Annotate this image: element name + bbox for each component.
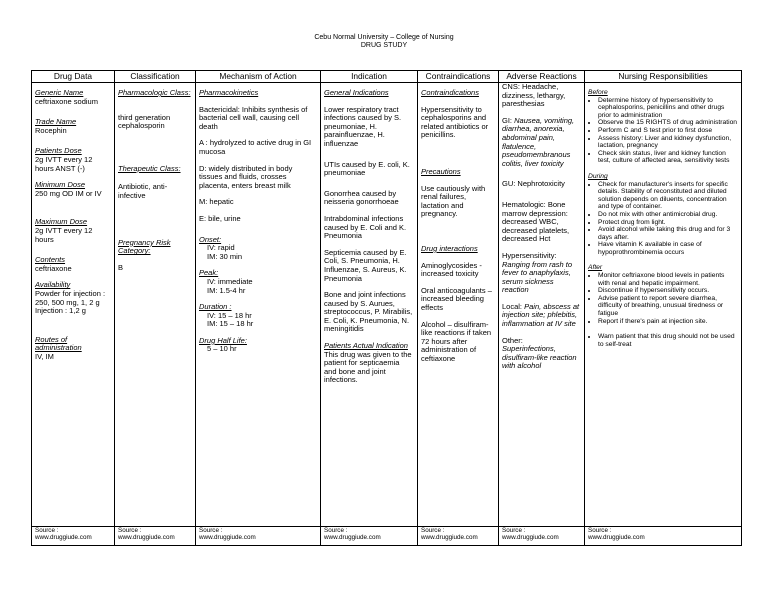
contraindications-label: Contraindications bbox=[421, 88, 479, 97]
excretion-text: E: bile, urine bbox=[199, 213, 241, 223]
contents-label: Contents bbox=[35, 255, 66, 265]
cell-mechanism bbox=[196, 83, 321, 527]
adverse-hypersensitivity-label: Hypersensitivity: bbox=[502, 250, 557, 260]
cell-adverse-reactions bbox=[499, 83, 585, 527]
adverse-cns: CNS: Headache, dizziness, lethargy, paresthesias bbox=[502, 82, 566, 109]
adverse-gi-text: Nausea, vomiting, diarrhea, anorexia, abdominal pain, flatulence, pseudomembranous colitis, liver toxicity bbox=[502, 115, 575, 168]
minimum-dose: 250 mg OD IM or IV bbox=[35, 188, 102, 198]
cell-contraindications bbox=[418, 83, 499, 527]
list-item: • Assess history: Liver and kidney dysfunction, lactation, pregnancy bbox=[598, 135, 738, 150]
generic-name: ceftriaxone sodium bbox=[35, 96, 98, 106]
cell-classification bbox=[115, 83, 196, 527]
col-header-mechanism: Mechanism of Action bbox=[196, 71, 321, 83]
source-url: www.druggiude.com bbox=[118, 534, 175, 541]
source-cell bbox=[321, 527, 418, 546]
list-item: • Observe the 15 RIGHTS of drug administration bbox=[598, 119, 738, 127]
source-url: www.druggiude.com bbox=[199, 534, 256, 541]
source-url: www.druggiude.com bbox=[324, 534, 381, 541]
drug-interactions-label: Drug interactions bbox=[421, 243, 478, 253]
therapeutic-class: Antibiotic, anti-infective bbox=[118, 182, 168, 200]
after-label: After bbox=[588, 264, 603, 272]
contraindications-text: Hypersensitivity to cephalosporins and related antibiotics or penicillins. bbox=[421, 104, 489, 140]
list-item: • Perform C and S test prior to first dose bbox=[598, 127, 738, 135]
indication-uti: UTIs caused by E. coli, K. pneumoniae bbox=[324, 159, 410, 178]
maximum-dose: 2g IVTT every 12 hours bbox=[35, 225, 93, 244]
indication-lrti: Lower respiratory tract infections caused by S. pneumoniae, H. parainfluenzae, H. influenzae bbox=[324, 104, 402, 148]
during-list bbox=[588, 181, 738, 257]
availability-label: Availability bbox=[35, 280, 71, 290]
list-item: • Report if there's pain at injection site. bbox=[598, 318, 738, 326]
interaction-aminoglycosides: Aminoglycosides - increased toxicity bbox=[421, 260, 482, 279]
cell-indication bbox=[321, 83, 418, 527]
source-label: Source : bbox=[199, 527, 223, 534]
distribution-text: D: widely distributed in body tissues and fluids, crosses placenta, enters breast milk bbox=[199, 163, 293, 190]
bactericidal-text: Bactericidal: Inhibits synthesis of bacterial cell wall, causing cell death bbox=[199, 104, 308, 131]
after-list-warning bbox=[588, 333, 738, 348]
generic-name-label: Generic Name bbox=[35, 88, 84, 97]
list-item: • Monitor ceftriaxone blood levels in patients with renal and hepatic impairment. bbox=[598, 272, 738, 287]
absorption-text: A : hydrolyzed to active drug in GI mucosa bbox=[199, 138, 312, 156]
indication-intrabdominal: Intrabdominal infections caused by E. Coli and K. Pneumonia bbox=[324, 213, 407, 241]
list-item: • Warn patient that this drug should not be used to self-treat bbox=[598, 333, 738, 348]
pharmacologic-class: third generation cephalosporin bbox=[118, 112, 171, 131]
cell-nursing bbox=[585, 83, 742, 527]
adverse-gu: GU: Nephrotoxicity bbox=[502, 179, 565, 189]
onset-label: Onset: bbox=[199, 234, 222, 244]
source-label: Source : bbox=[421, 527, 445, 534]
interaction-oral-anticoagulants: Oral anticoagulants – increased bleeding effects bbox=[421, 285, 492, 312]
routes: IV, IM bbox=[35, 351, 54, 361]
col-header-indication: Indication bbox=[321, 71, 418, 83]
precautions-text: Use cautiously with renal failures, lactation and pregnancy. bbox=[421, 183, 486, 219]
source-url: www.druggiude.com bbox=[588, 534, 645, 541]
adverse-hematologic: Hematologic: Bone marrow depression: decreased WBC, decreased platelets, decreased Hct bbox=[502, 199, 570, 244]
pregnancy-category-label: Pregnancy Risk Category: bbox=[118, 237, 171, 256]
list-item: • Advise patient to report severe diarrhea, difficulty of breathing, unusual tiredness or fatigue bbox=[598, 295, 738, 318]
before-list bbox=[588, 97, 738, 165]
source-cell bbox=[585, 527, 742, 546]
drug-study-table bbox=[31, 70, 742, 546]
list-item: • Do not mix with other antimicrobial drug. bbox=[598, 211, 738, 219]
source-label: Source : bbox=[502, 527, 526, 534]
source-label: Source : bbox=[118, 527, 142, 534]
document-header bbox=[0, 34, 768, 50]
adverse-local bbox=[502, 303, 581, 329]
adverse-local-label: Local: bbox=[502, 301, 523, 311]
trade-name: Rocephin bbox=[35, 125, 67, 135]
col-header-classification: Classification bbox=[115, 71, 196, 83]
patients-actual-indication-label: Patients Actual Indication bbox=[324, 341, 408, 351]
after-list bbox=[588, 272, 738, 325]
contents: ceftriaxone bbox=[35, 263, 72, 273]
onset-iv: IV: rapid bbox=[207, 243, 235, 253]
indication-gonorrhea: Gonorrhea caused by neisseria gonorrhoeae bbox=[324, 188, 399, 207]
adverse-hypersensitivity: Ranging from rash to fever to anaphylaxis, serum sickness reaction bbox=[502, 259, 573, 295]
list-item: • Discontinue if hypersensitivity occurs. bbox=[598, 287, 738, 295]
source-cell bbox=[32, 527, 115, 546]
pregnancy-category: B bbox=[118, 262, 124, 272]
list-item: • Have vitamin K available in case of hypoprothrombinemia occurs bbox=[598, 241, 738, 256]
maximum-dose-label: Maximum Dose bbox=[35, 217, 88, 227]
table-body-row bbox=[32, 83, 742, 527]
source-cell bbox=[115, 527, 196, 546]
table-header-row bbox=[32, 71, 742, 83]
pharmacokinetics-label: Pharmacokinetics bbox=[199, 88, 259, 97]
availability: Powder for injection : 250, 500 mg, 1, 2 g bbox=[35, 288, 106, 307]
list-item: • Avoid alcohol while taking this drug and for 3 days after. bbox=[598, 226, 738, 241]
list-item: • Check for manufacturer's inserts for specific details. Stability of reconstituted and diluted solution depends on diluents, concentration and type of container. bbox=[598, 181, 738, 211]
patients-dose: 2g IVTT every 12 hours ANST (-) bbox=[35, 154, 93, 173]
source-url: www.druggiude.com bbox=[502, 534, 559, 541]
half-life-label: Drug Half Life: bbox=[199, 335, 247, 345]
source-cell bbox=[499, 527, 585, 546]
header-title: DRUG STUDY bbox=[360, 42, 408, 49]
cell-drug-data bbox=[32, 83, 115, 527]
adverse-other: Superinfections, disulfiram-like reaction with alcohol bbox=[502, 344, 577, 371]
peak-label: Peak: bbox=[199, 268, 219, 278]
interaction-alcohol: Alcohol – disulfiram-like reactions if taken 72 hours after administration of ceftiaxone bbox=[421, 319, 492, 363]
duration-iv: IV: 15 – 18 hr bbox=[207, 310, 252, 320]
peak-im: IM: 1.5-4 hr bbox=[207, 285, 246, 295]
therapeutic-class-label: Therapeutic Class: bbox=[118, 163, 181, 173]
half-life: 5 – 10 hr bbox=[207, 344, 237, 354]
col-header-contraindications: Contraindications bbox=[418, 71, 499, 83]
before-label: Before bbox=[588, 89, 608, 96]
patients-actual-indication: This drug was given to the patient for septicaemia and bone and joint infections. bbox=[324, 349, 412, 385]
adverse-local-text: Pain, abscess at injection site; phlebitis, inflammation at IV site bbox=[502, 301, 580, 329]
injection: Injection : 1,2 g bbox=[35, 306, 86, 316]
onset-im: IM: 30 min bbox=[207, 251, 243, 261]
source-cell bbox=[196, 527, 321, 546]
col-header-nursing: Nursing Responsibilities bbox=[585, 71, 742, 83]
header-institution: Cebu Normal University – College of Nursing bbox=[314, 34, 454, 41]
adverse-gi bbox=[502, 117, 581, 169]
source-cell bbox=[418, 527, 499, 546]
during-label: During bbox=[588, 172, 608, 180]
pharmacologic-class-label: Pharmacologic Class: bbox=[118, 88, 191, 97]
source-label: Source : bbox=[35, 527, 59, 534]
general-indications-label: General Indications bbox=[324, 88, 389, 97]
col-header-drug-data: Drug Data bbox=[32, 71, 115, 83]
source-url: www.druggiude.com bbox=[421, 534, 478, 541]
source-label: Source : bbox=[324, 527, 348, 534]
indication-bone-joint: Bone and joint infections caused by S. Aurues, streptococcus, P. Mirabilis, E. Coli, K. Pneumonia, N. meningitidis bbox=[324, 290, 413, 334]
source-label: Source : bbox=[588, 527, 612, 534]
adverse-other-label: Other: bbox=[502, 335, 523, 345]
source-url: www.druggiude.com bbox=[35, 534, 92, 541]
indication-septicemia: Septicemia caused by E. Coli, S. Pneumonia, H. Influenzae, S. Aureus, K. Pneumonia bbox=[324, 247, 407, 283]
list-item: • Check skin status, liver and kidney function test, culture of affected area, sensitivity tests bbox=[598, 150, 738, 165]
adverse-gi-label: GI: bbox=[502, 115, 513, 125]
list-item: • Determine history of hypersensitivity to cephalosporins, penicillins and other drugs prior to administration bbox=[598, 97, 738, 120]
metabolism-text: M: hepatic bbox=[199, 197, 234, 207]
duration-label: Duration : bbox=[199, 302, 232, 312]
duration-im: IM: 15 – 18 hr bbox=[207, 319, 254, 329]
peak-iv: IV: immediate bbox=[207, 276, 253, 286]
list-item: • Protect drug from light. bbox=[598, 219, 738, 227]
routes-label: Routes of administration bbox=[35, 334, 82, 353]
precautions-label: Precautions bbox=[421, 166, 461, 176]
trade-name-label: Trade Name bbox=[35, 117, 77, 127]
patients-dose-label: Patients Dose bbox=[35, 146, 82, 156]
source-row bbox=[32, 527, 742, 546]
minimum-dose-label: Minimum Dose bbox=[35, 180, 86, 190]
col-header-adverse-reactions: Adverse Reactions bbox=[499, 71, 585, 83]
